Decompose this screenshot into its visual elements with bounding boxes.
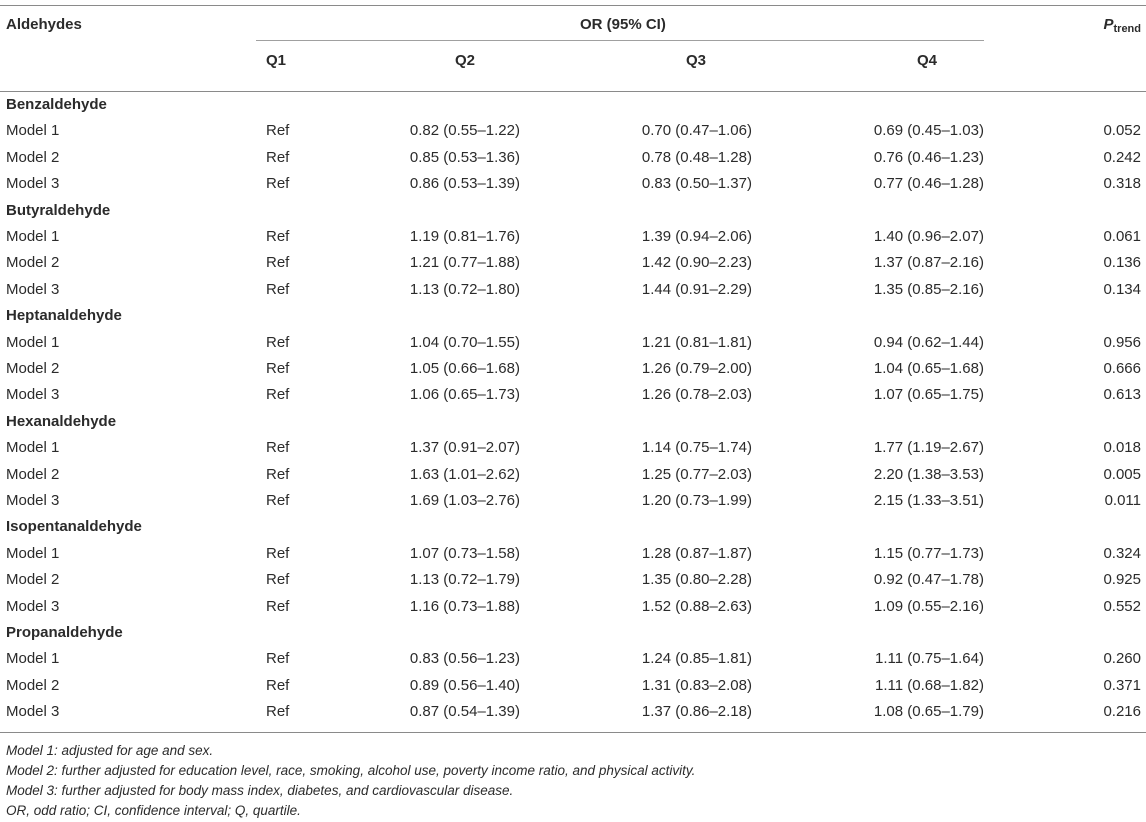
cell-q3: 0.83 (0.50–1.37) (641, 175, 752, 193)
group-heading: Heptanaldehyde (6, 307, 122, 325)
cell-q4: 2.20 (1.38–3.53) (873, 465, 984, 483)
cell-model: Model 2 (6, 254, 60, 272)
cell-q3: 1.42 (0.90–2.23) (641, 254, 752, 272)
cell-q2: 1.07 (0.73–1.58) (409, 544, 520, 562)
cell-q4: 1.77 (1.19–2.67) (873, 439, 984, 457)
cell-q2: 1.13 (0.72–1.79) (409, 571, 520, 589)
cell-q4: 1.37 (0.87–2.16) (873, 254, 984, 272)
cell-q4: 0.94 (0.62–1.44) (873, 333, 984, 351)
cell-q3: 1.20 (0.73–1.99) (641, 492, 752, 509)
cell-q1: Ref (266, 597, 290, 615)
header-p-trend (1103, 16, 1141, 38)
cell-q2: 1.05 (0.66–1.68) (409, 360, 520, 377)
cell-q1: Ref (266, 228, 290, 245)
cell-p-trend: 0.242 (1103, 148, 1141, 166)
cell-p-trend: 0.011 (1104, 492, 1141, 509)
cell-q2: 0.85 (0.53–1.36) (409, 148, 520, 166)
cell-q1: Ref (266, 703, 290, 721)
cell-q1: Ref (266, 175, 290, 193)
cell-p-trend: 0.018 (1103, 439, 1141, 457)
cell-q3: 1.24 (0.85–1.81) (641, 650, 752, 668)
cell-q3: 1.35 (0.80–2.28) (641, 571, 752, 589)
cell-q4: 0.69 (0.45–1.03) (873, 122, 984, 140)
header-q4: Q4 (917, 52, 938, 69)
cell-model: Model 3 (6, 492, 60, 509)
cell-q1: Ref (266, 148, 290, 166)
cell-q4: 0.76 (0.46–1.23) (873, 148, 984, 166)
cell-q4: 1.07 (0.65–1.75) (873, 386, 984, 404)
cell-q2: 1.13 (0.72–1.80) (409, 280, 520, 298)
cell-model: Model 3 (6, 280, 60, 298)
cell-q1: Ref (266, 280, 290, 298)
group-heading: Propanaldehyde (6, 624, 123, 641)
cell-p-trend: 0.061 (1103, 228, 1141, 245)
header-bottom-rule (0, 91, 1146, 92)
cell-q1: Ref (266, 465, 290, 483)
cell-q3: 1.31 (0.83–2.08) (641, 676, 752, 694)
cell-q2: 0.87 (0.54–1.39) (409, 703, 520, 721)
cell-q3: 1.14 (0.75–1.74) (641, 439, 752, 457)
cell-p-trend: 0.925 (1103, 571, 1141, 589)
cell-p-trend: 0.260 (1103, 650, 1141, 668)
footnote-model-1: Model 1: adjusted for age and sex. (6, 743, 214, 758)
table-bottom-rule (0, 732, 1146, 733)
cell-q1: Ref (266, 360, 290, 377)
cell-q4: 1.11 (0.68–1.82) (875, 676, 984, 694)
cell-p-trend: 0.134 (1103, 280, 1141, 298)
cell-q3: 1.28 (0.87–1.87) (641, 544, 752, 562)
group-heading: Isopentanaldehyde (6, 518, 142, 536)
cell-q4: 1.09 (0.55–2.16) (873, 597, 984, 615)
cell-q3: 1.52 (0.88–2.63) (641, 597, 752, 615)
or-ci-subrule (256, 40, 984, 41)
cell-p-trend: 0.136 (1103, 254, 1141, 272)
cell-model: Model 2 (6, 148, 60, 166)
cell-q4: 1.40 (0.96–2.07) (873, 228, 984, 245)
footnote-model-3: Model 3: further adjusted for body mass index, diabetes, and cardiovascular disease. (6, 783, 514, 798)
header-q2: Q2 (455, 52, 476, 69)
cell-q4: 1.04 (0.65–1.68) (873, 360, 984, 377)
cell-q1: Ref (266, 492, 290, 509)
cell-q3: 1.26 (0.78–2.03) (641, 386, 752, 404)
cell-q3: 1.44 (0.91–2.29) (641, 280, 752, 298)
cell-q2: 1.21 (0.77–1.88) (409, 254, 520, 272)
cell-q2: 1.63 (1.01–2.62) (409, 465, 520, 483)
cell-p-trend: 0.052 (1103, 122, 1141, 140)
cell-model: Model 2 (6, 571, 60, 589)
cell-q4: 1.08 (0.65–1.79) (873, 703, 984, 721)
table-top-rule (0, 5, 1146, 6)
footnote-model-2: Model 2: further adjusted for education level, race, smoking, alcohol use, poverty income ratio, and physical activity. (6, 763, 696, 778)
header-or-ci: OR (95% CI) (580, 16, 666, 33)
table-footnotes (6, 741, 695, 821)
cell-q2: 1.04 (0.70–1.55) (409, 333, 520, 351)
cell-q1: Ref (266, 439, 290, 457)
cell-q4: 0.77 (0.46–1.28) (873, 175, 984, 193)
cell-model: Model 1 (6, 333, 60, 351)
cell-q1: Ref (266, 122, 290, 140)
header-q1: Q1 (266, 52, 287, 69)
cell-q1: Ref (266, 544, 290, 562)
cell-q2: 0.86 (0.53–1.39) (409, 175, 520, 193)
cell-model: Model 3 (6, 703, 60, 721)
cell-p-trend: 0.666 (1103, 360, 1141, 377)
cell-model: Model 1 (6, 439, 60, 457)
cell-q2: 1.69 (1.03–2.76) (409, 492, 520, 509)
cell-q2: 0.83 (0.56–1.23) (409, 650, 520, 668)
cell-q1: Ref (266, 254, 290, 272)
cell-q2: 0.89 (0.56–1.40) (409, 676, 520, 694)
cell-model: Model 2 (6, 676, 60, 694)
header-p-main: P (1103, 16, 1114, 33)
cell-q3: 1.39 (0.94–2.06) (641, 228, 752, 245)
group-heading: Butyraldehyde (6, 201, 111, 219)
cell-q1: Ref (266, 650, 290, 668)
cell-q2: 0.82 (0.55–1.22) (409, 122, 520, 140)
cell-model: Model 3 (6, 175, 60, 193)
cell-p-trend: 0.371 (1103, 676, 1141, 694)
cell-p-trend: 0.318 (1103, 175, 1141, 193)
cell-q4: 0.92 (0.47–1.78) (873, 571, 984, 589)
cell-q1: Ref (266, 386, 290, 404)
cell-q2: 1.19 (0.81–1.76) (409, 228, 520, 245)
cell-q2: 1.16 (0.73–1.88) (409, 597, 520, 615)
cell-model: Model 3 (6, 386, 60, 404)
cell-q3: 1.26 (0.79–2.00) (641, 360, 752, 377)
cell-q3: 1.37 (0.86–2.18) (641, 703, 752, 721)
footnote-abbreviations: OR, odd ratio; CI, confidence interval; Q, quartile. (6, 803, 301, 818)
cell-q3: 1.25 (0.77–2.03) (641, 465, 752, 483)
cell-q1: Ref (266, 333, 290, 351)
cell-p-trend: 0.216 (1103, 703, 1141, 721)
cell-q1: Ref (266, 676, 290, 694)
cell-p-trend: 0.552 (1103, 597, 1141, 615)
header-p-sub: trend (1113, 23, 1141, 35)
cell-model: Model 2 (6, 465, 60, 483)
cell-p-trend: 0.956 (1103, 333, 1141, 351)
cell-q4: 1.35 (0.85–2.16) (873, 280, 984, 298)
cell-p-trend: 0.324 (1103, 544, 1141, 562)
cell-model: Model 1 (6, 650, 60, 668)
cell-model: Model 1 (6, 122, 60, 140)
cell-q3: 1.21 (0.81–1.81) (641, 333, 752, 351)
cell-q1: Ref (266, 571, 290, 589)
cell-p-trend: 0.613 (1103, 386, 1141, 404)
cell-model: Model 1 (6, 228, 60, 245)
cell-model: Model 2 (6, 360, 60, 377)
cell-model: Model 3 (6, 597, 60, 615)
header-q3: Q3 (686, 52, 707, 69)
cell-p-trend: 0.005 (1103, 465, 1141, 483)
cell-q2: 1.06 (0.65–1.73) (409, 386, 520, 404)
cell-q4: 1.11 (0.75–1.64) (875, 650, 984, 668)
cell-q2: 1.37 (0.91–2.07) (409, 439, 520, 457)
header-aldehydes: Aldehydes (6, 16, 82, 33)
group-heading: Benzaldehyde (6, 96, 107, 113)
cell-q3: 0.78 (0.48–1.28) (641, 148, 752, 166)
cell-q4: 1.15 (0.77–1.73) (873, 544, 984, 562)
group-heading: Hexanaldehyde (6, 412, 117, 430)
cell-q3: 0.70 (0.47–1.06) (641, 122, 752, 140)
cell-model: Model 1 (6, 544, 60, 562)
cell-q4: 2.15 (1.33–3.51) (873, 492, 984, 509)
